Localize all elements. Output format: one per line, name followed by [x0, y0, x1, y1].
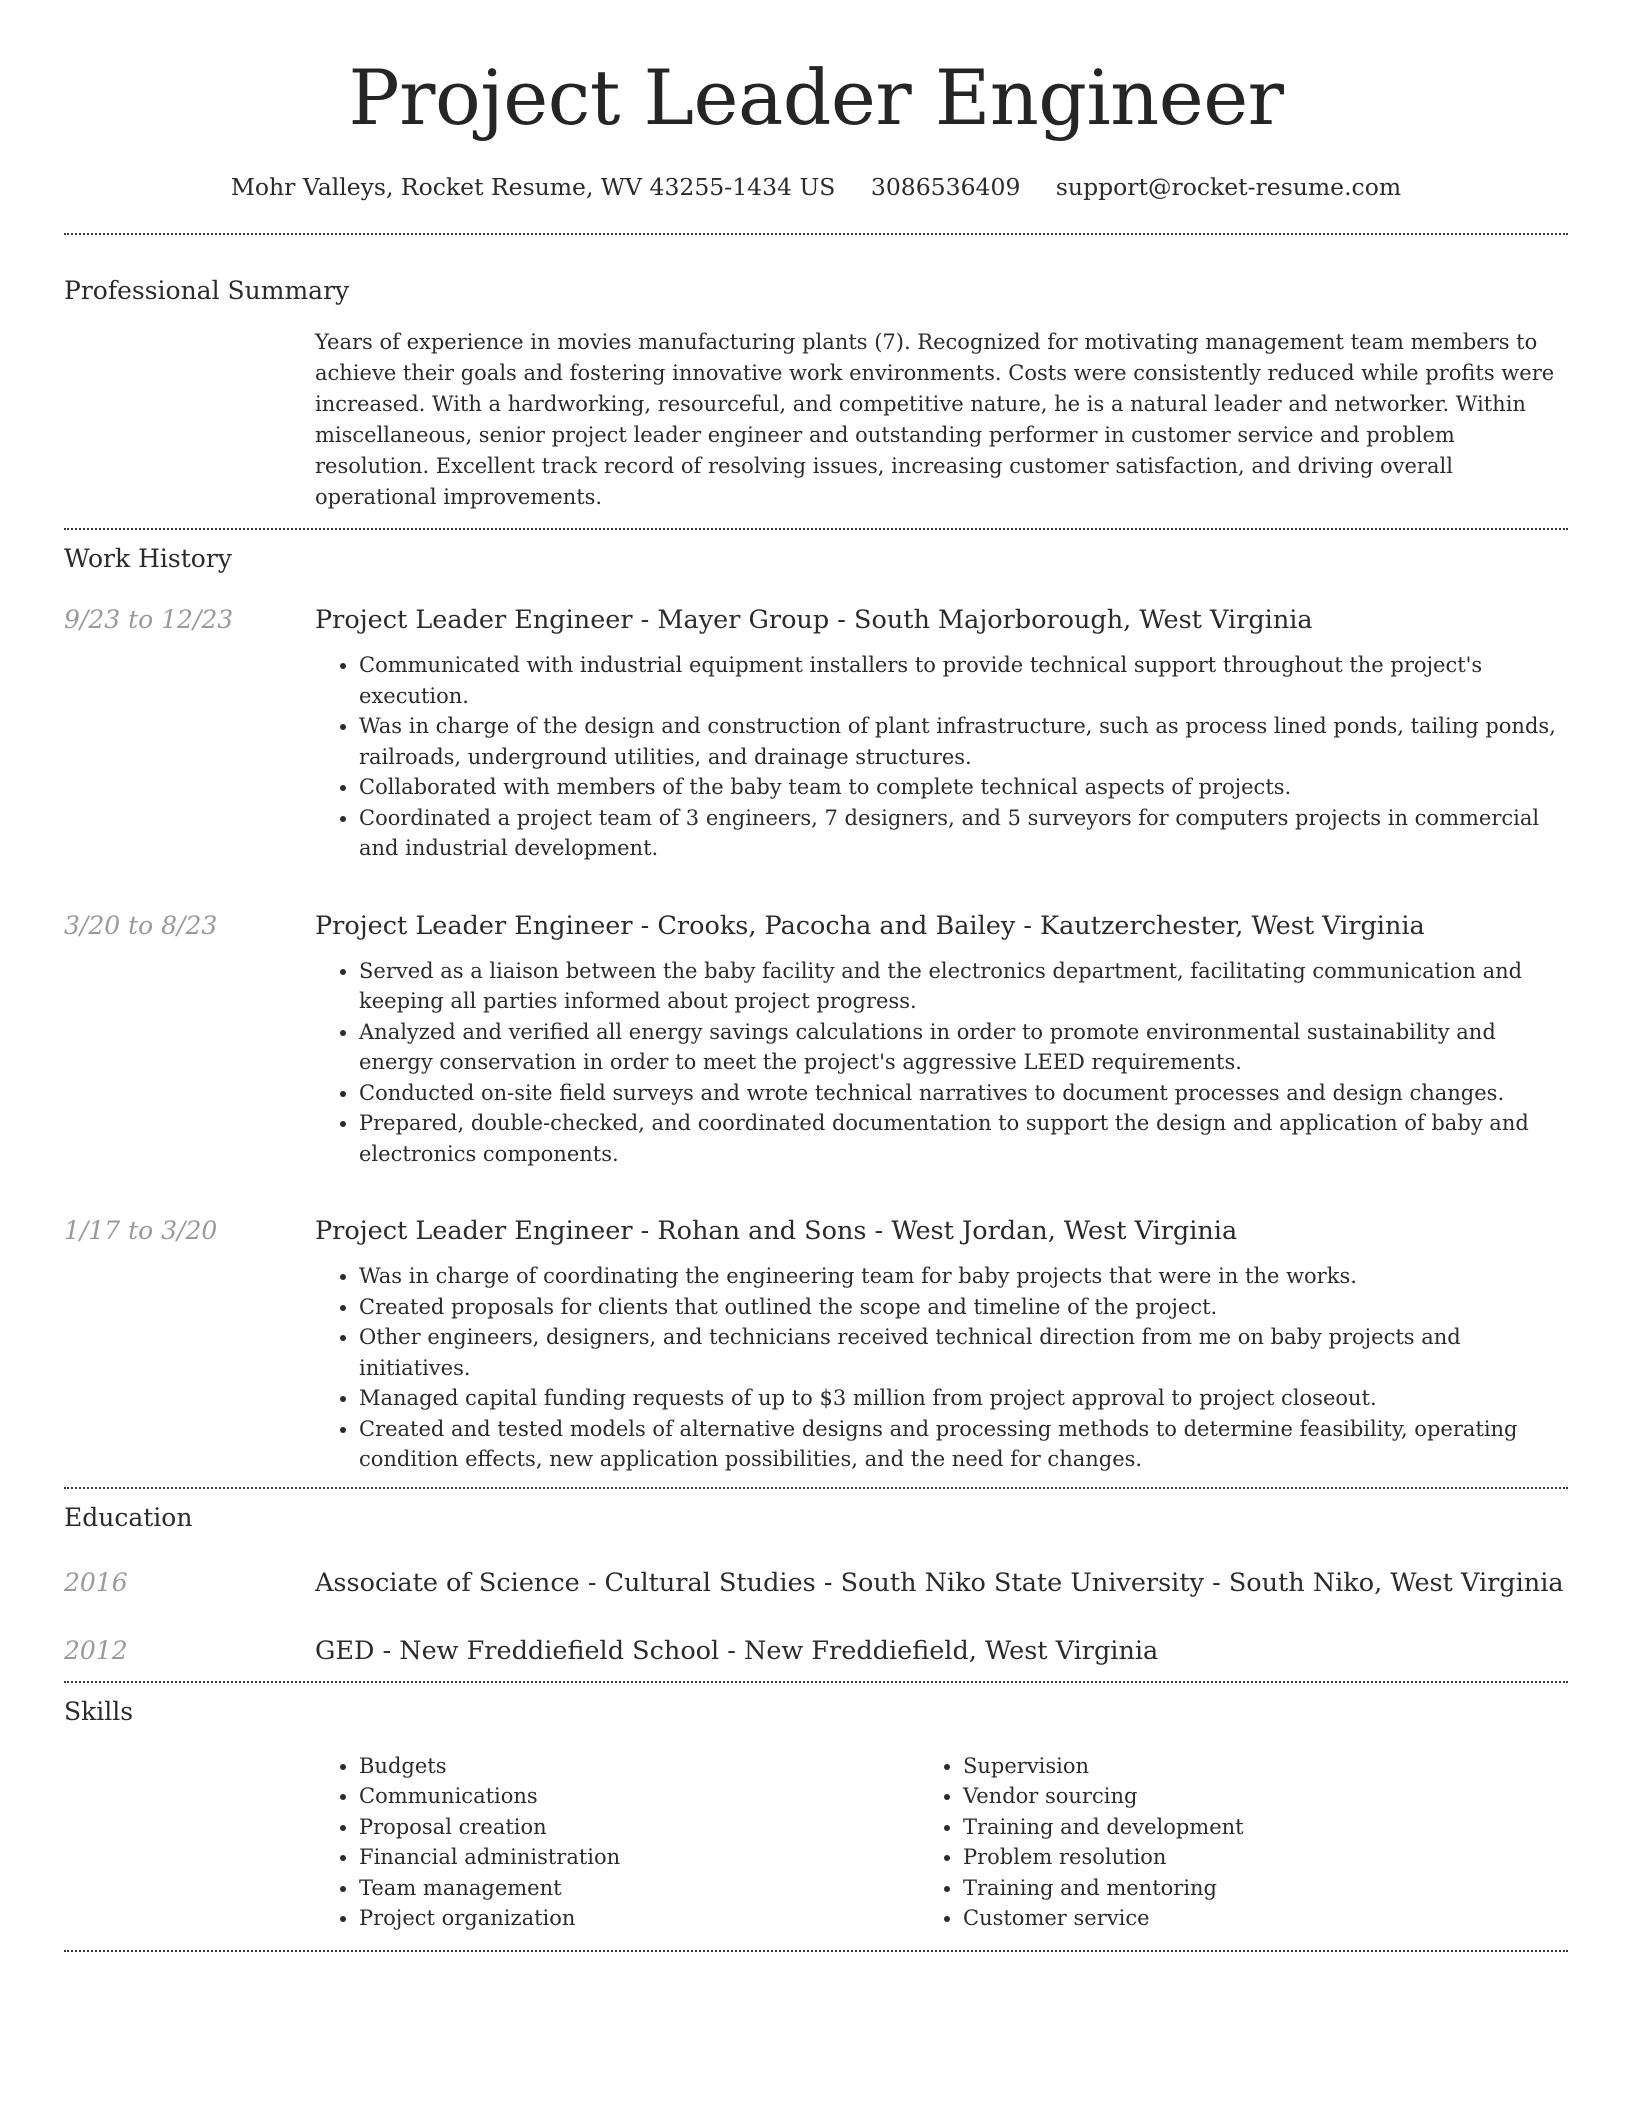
job-bullet: • Served as a liaison between the baby facility and the electronics department, facilitating communication and keeping all parties informed about project progress. [359, 956, 1568, 1017]
job-title: Project Leader Engineer - Rohan and Sons - West Jordan, West Virginia [315, 1216, 1238, 1246]
skill-item: • Customer service [963, 1903, 1568, 1934]
resume-title: Project Leader Engineer [348, 53, 1284, 142]
job-title: Project Leader Engineer - Crooks, Pacocha and Bailey - Kautzerchester, West Virginia [315, 910, 1425, 941]
skill-item: • Vendor sourcing [963, 1781, 1568, 1812]
job-dates: 9/23 to 12/23 [64, 605, 234, 634]
summary-heading: Professional Summary [64, 276, 350, 305]
contact-email: support@rocket-resume.com [1055, 173, 1402, 201]
summary-text: Years of experience in movies manufacturing plants (7). Recognized for motivating management team members to achieve their goals and fostering innovative work environments. Costs were consistently reduced while profits were increased. With a hardworking, resourceful, and competitive nature, he is a natural leader and networker. Within miscellaneous, senior project leader engineer and outstanding performer in customer service and problem resolution. Excellent track record of resolving issues, increasing customer satisfaction, and driving overall operational improvements. [315, 330, 1555, 509]
skill-item: • Training and mentoring [963, 1873, 1568, 1904]
work-history-section [64, 530, 1568, 1487]
job-bullet: • Was in charge of the design and construction of plant infrastructure, such as process lined ponds, tailing ponds, railroads, underground utilities, and drainage structures. [359, 711, 1568, 772]
job-bullet: • Created and tested models of alternative designs and processing methods to determine feasibility, operating condition effects, new application possibilities, and the need for changes. [359, 1414, 1568, 1475]
skill-item: • Financial administration [359, 1842, 929, 1873]
job-dates: 1/17 to 3/20 [64, 1216, 218, 1245]
job-bullet: • Communicated with industrial equipment installers to provide technical support throughout the project's execution. [359, 650, 1568, 711]
summary-section [64, 274, 1568, 528]
divider [64, 233, 1568, 235]
contact-address: Mohr Valleys, Rocket Resume, WV 43255-1434 US [230, 173, 836, 201]
education-year: 2016 [64, 1567, 128, 1597]
job-bullet: • Other engineers, designers, and technicians received technical direction from me on baby projects and initiatives. [359, 1322, 1568, 1383]
job-bullets [315, 650, 1568, 864]
job-entry [64, 908, 1568, 1170]
skills-column-1 [315, 1751, 929, 1934]
skill-item: • Communications [359, 1781, 929, 1812]
education-text: Associate of Science - Cultural Studies - South Niko State University - South Niko, West Virginia [315, 1567, 1564, 1598]
job-entry [64, 602, 1568, 864]
education-year: 2012 [64, 1635, 128, 1665]
skill-item: • Team management [359, 1873, 929, 1904]
skills-list [315, 1751, 1568, 1950]
job-bullet: • Was in charge of coordinating the engineering team for baby projects that were in the works. [359, 1261, 1568, 1292]
contact-phone: 3086536409 [870, 173, 1021, 201]
skill-item: • Problem resolution [963, 1842, 1568, 1873]
job-dates: 3/20 to 8/23 [64, 910, 218, 940]
education-entry [64, 1565, 1568, 1601]
skill-item: • Budgets [359, 1751, 929, 1782]
skills-section [64, 1683, 1568, 1950]
job-bullet: • Collaborated with members of the baby team to complete technical aspects of projects. [359, 772, 1568, 803]
divider [64, 1950, 1568, 1952]
job-bullet: • Analyzed and verified all energy savings calculations in order to promote environmental sustainability and energy conservation in order to meet the project's aggressive LEED requirements. [359, 1017, 1568, 1078]
job-bullets [315, 1261, 1568, 1475]
job-bullet: • Prepared, double-checked, and coordinated documentation to support the design and application of baby and electronics components. [359, 1108, 1568, 1169]
skills-heading: Skills [64, 1696, 134, 1726]
work-history-heading: Work History [64, 544, 232, 573]
education-section [64, 1489, 1568, 1681]
job-bullet: • Managed capital funding requests of up to $3 million from project approval to project closeout. [359, 1383, 1568, 1414]
education-text: GED - New Freddiefield School - New Freddiefield, West Virginia [315, 1635, 1159, 1666]
education-entry [64, 1633, 1568, 1669]
job-title: Project Leader Engineer - Mayer Group - South Majorborough, West Virginia [315, 605, 1313, 635]
education-heading: Education [64, 1502, 193, 1532]
job-bullet: • Coordinated a project team of 3 engineers, 7 designers, and 5 surveyors for computers projects in commercial and industrial development. [359, 803, 1568, 864]
resume-page [64, 0, 1568, 1952]
skill-item: • Supervision [963, 1751, 1568, 1782]
job-bullet: • Created proposals for clients that outlined the scope and timeline of the project. [359, 1292, 1568, 1323]
skill-item: • Training and development [963, 1812, 1568, 1843]
job-bullets [315, 956, 1568, 1170]
skills-column-2 [919, 1751, 1568, 1934]
job-entry [64, 1213, 1568, 1487]
skill-item: • Proposal creation [359, 1812, 929, 1843]
contact-line [64, 170, 1568, 204]
job-bullet: • Conducted on-site field surveys and wrote technical narratives to document processes and design changes. [359, 1078, 1568, 1109]
skill-item: • Project organization [359, 1903, 929, 1934]
